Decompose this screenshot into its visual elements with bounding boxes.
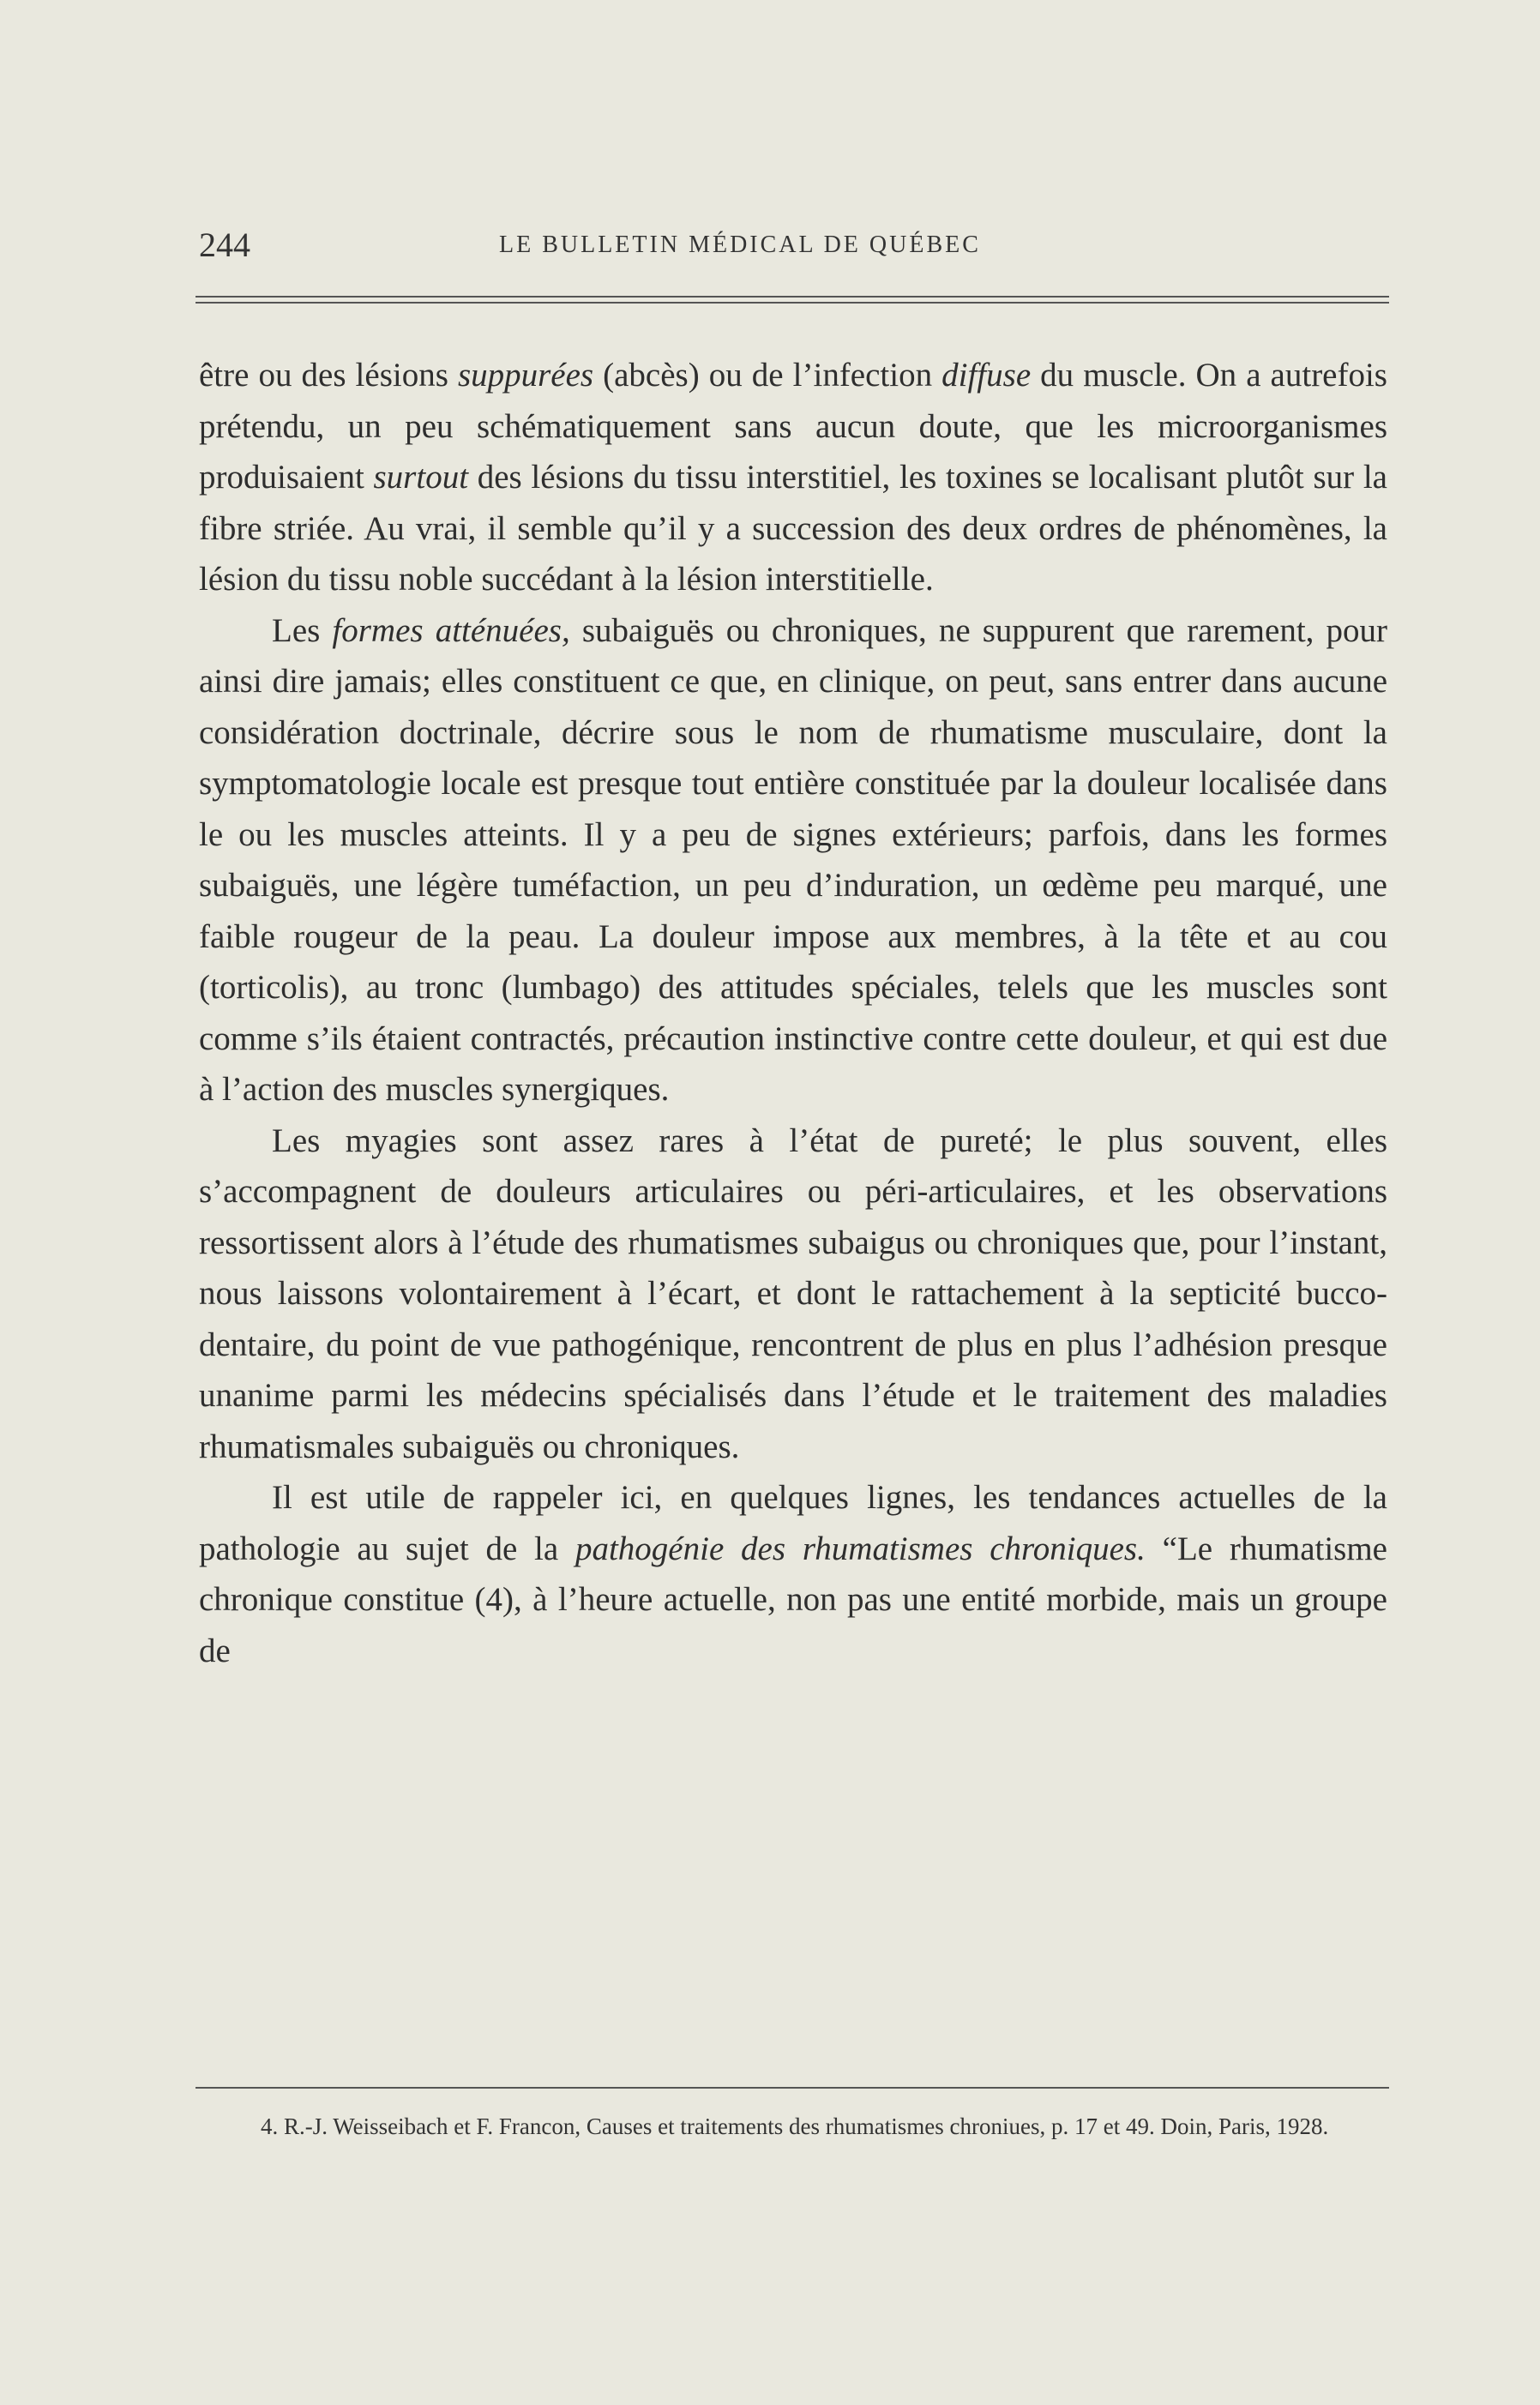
page-header: [199, 225, 1391, 268]
italic-run: surtout: [373, 459, 469, 496]
text-run: Il est utile de rappeler ici, en quelques lignes, les tendances actuelles de la pathologie au sujet de la: [199, 1479, 1387, 1567]
paragraph-1: [199, 350, 1387, 605]
text-run: (abcès) ou de l’infection: [593, 357, 942, 394]
running-title: LE BULLETIN MÉDICAL DE QUÉBEC: [499, 231, 981, 258]
footnote-4: 4. R.-J. Weisseibach et F. Francon, Causes et traitements des rhumatismes chroniues, p. 17 et 49. Doin, Paris, 1928.: [261, 2113, 1329, 2139]
italic-run: formes atténuées,: [332, 611, 570, 649]
text-run: du muscle. On a autrefois prétendu, un peu schématiquement sans aucun doute, que les microorganismes produisaient: [199, 357, 1387, 496]
text-run: Les myagies sont assez rares à l’état de pureté; le plus souvent, elles s’accompagnent de douleurs articulaires ou péri-articulaires, et les observations ressortissent alors à l’étude des rhumatismes subaigus ou chroniques que, pour l’instant, nous laissons volontairement à l’écart, et dont le rattachement à la septicité bucco-dentaire, du point de vue pathogénique, rencontrent de plus en plus l’adhésion presque unanime parmi les médecins spécialisés dans l’étude et le traitement des maladies rhumatismales subaiguës ou chroniques.: [199, 1121, 1387, 1465]
header-rule-top: [196, 296, 1389, 298]
italic-run: suppurées: [457, 357, 594, 394]
paragraph-3: [199, 1115, 1387, 1473]
page-number: 244: [199, 225, 250, 264]
italic-run: pathogénie des rhumatismes chroniques.: [574, 1530, 1146, 1567]
italic-run: diffuse: [941, 357, 1032, 394]
text-run: “Le rhumatisme chronique constitue (4), à l’heure actuelle, non pas une entité morbide, mais un groupe de: [199, 1530, 1387, 1669]
header-rule-bottom: [196, 302, 1389, 304]
paragraph-2: [199, 605, 1387, 1115]
footnote: [199, 2111, 1387, 2142]
text-run: subaiguës ou chroniques, ne suppurent que rarement, pour ainsi dire jamais; elles constituent ce que, en clinique, on peut, sans entrer dans aucune considération doctrinale, décrire sous le nom de rhumatisme musculaire, dont la symptomatologie locale est presque tout entière constituée par la douleur localisée dans le ou les muscles atteints. Il y a peu de signes extérieurs; parfois, dans les formes subaiguës, une légère tuméfaction, un peu d’induration, un œdème peu marqué, une faible rougeur de la peau. La douleur impose aux membres, à la tête et au cou (torticolis), au tronc (lumbago) des attitudes spéciales, telels que les muscles sont comme s’ils étaient contractés, précaution instinctive contre cette douleur, et qui est due à l’action des muscles synergiques.: [199, 611, 1387, 1108]
text-run: des lésions du tissu interstitiel, les toxines se localisant plutôt sur la fibre striée. Au vrai, il semble qu’il y a succession des deux ordres de phénomènes, la lésion du tissu noble succédant à la lésion interstitielle.: [199, 459, 1387, 598]
footnote-rule: [196, 2087, 1389, 2089]
text-run: Les: [272, 611, 333, 649]
body-text: [199, 350, 1387, 1676]
text-run: être ou des lésions: [199, 357, 458, 394]
paragraph-4: [199, 1472, 1387, 1676]
